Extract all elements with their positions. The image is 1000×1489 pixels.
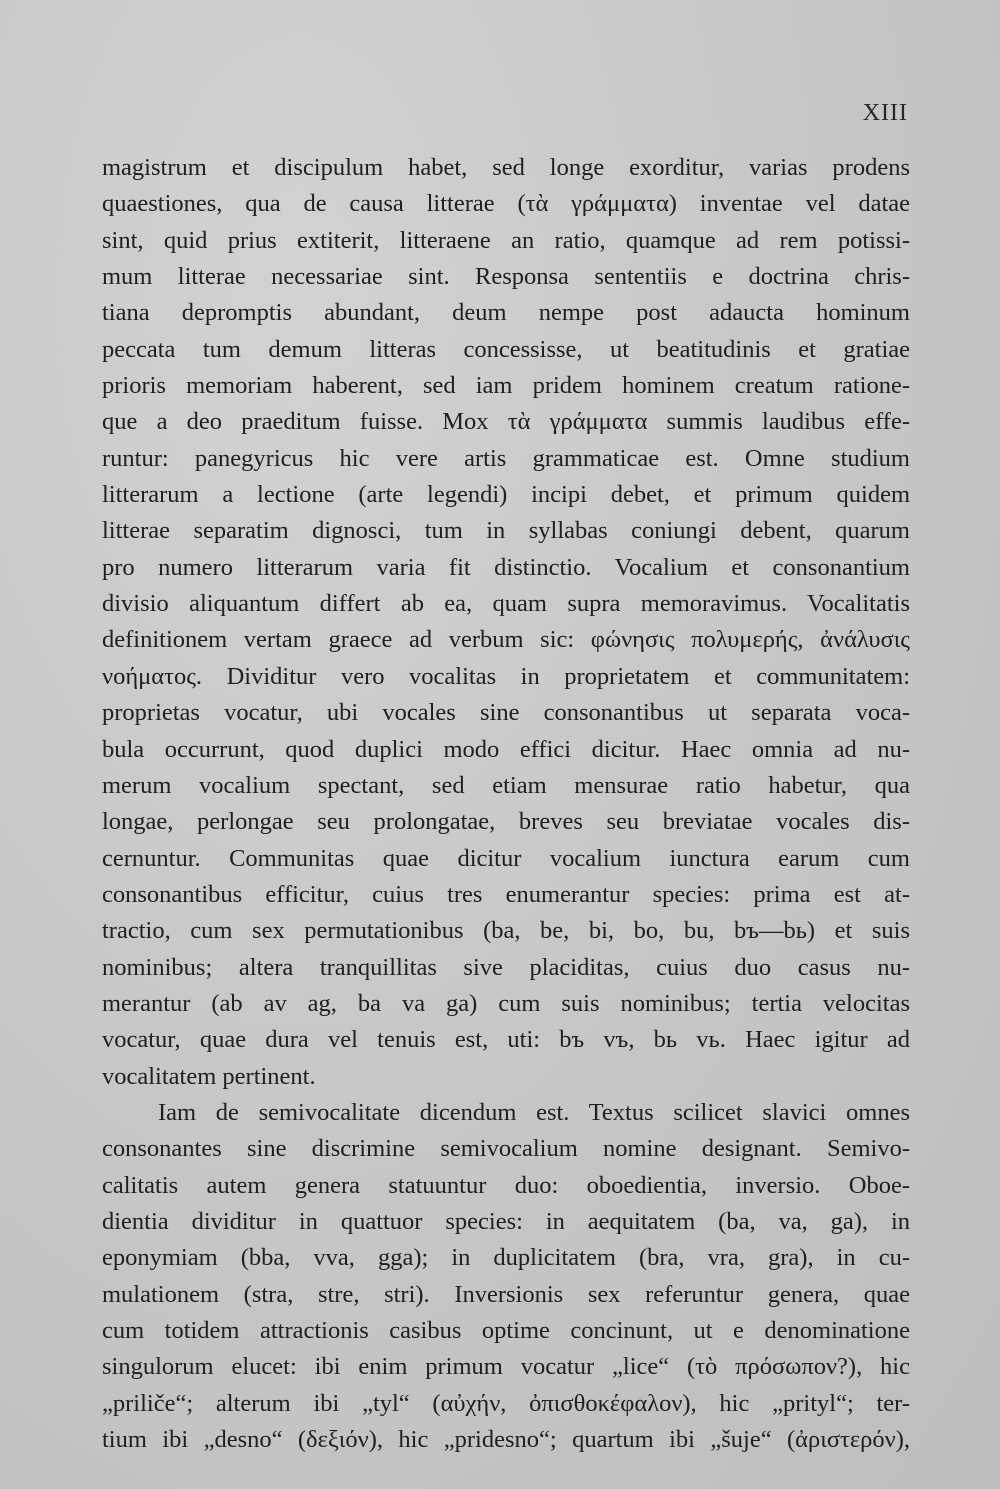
text-line: vocatur, quae dura vel tenuis est, uti: bъ vъ, bь vь. Haec igitur ad (102, 1026, 910, 1054)
text-line: calitatis autem genera statuuntur duo: oboedientia, inversio. Oboe- (102, 1171, 910, 1199)
text-line: pro numero litterarum varia fit distinctio. Vocalium et consonantium (102, 553, 910, 581)
text-line: cum totidem attractionis casibus optime concinunt, ut e denominatione (102, 1317, 910, 1344)
text-line: quaestiones, qua de causa litterae (τὰ γράμματα) inventae vel datae (102, 190, 910, 218)
body-text (102, 150, 910, 1458)
text-line: divisio aliquantum differt ab ea, quam supra memoravimus. Vocalitatis (102, 590, 910, 618)
text-line: nominibus; altera tranquillitas sive placiditas, cuius duo casus nu- (102, 953, 910, 981)
text-line: litterae separatim dignosci, tum in syllabas coniungi debent, quarum (102, 517, 910, 545)
text-line: tiana depromptis abundant, deum nempe post adaucta hominum (102, 299, 910, 327)
paragraph-end-line: vocalitatem pertinent. (102, 1062, 316, 1090)
text-line: merantur (ab av ag, ba va ga) cum suis nominibus; tertia velocitas (102, 989, 910, 1017)
text-line: definitionem vertam graece ad verbum sic: φώνησις πολυμερής, ἀνάλυσις (102, 626, 910, 654)
text-line: proprietas vocatur, ubi vocales sine consonantibus ut separata voca- (102, 699, 910, 727)
text-line: dientia dividitur in quattuor species: in aequitatem (ba, va, ga), in (102, 1207, 910, 1235)
page-number: XIII (862, 100, 908, 126)
paragraph-start-line: Iam de semivocalitate dicendum est. Textus scilicet slavici omnes (158, 1098, 910, 1126)
text-line: consonantes sine discrimine semivocalium nomine designant. Semivo- (102, 1135, 910, 1163)
text-line: tractio, cum sex permutationibus (ba, be, bi, bo, bu, bъ—bь) et suis (102, 917, 910, 945)
text-line: bula occurrunt, quod duplici modo effici dicitur. Haec omnia ad nu- (102, 735, 910, 763)
text-line: merum vocalium spectant, sed etiam mensurae ratio habetur, qua (102, 771, 910, 799)
text-line: consonantibus efficitur, cuius tres enumerantur species: prima est at- (102, 880, 910, 908)
text-line: cernuntur. Communitas quae dicitur vocalium iunctura earum cum (102, 844, 910, 872)
text-line: runtur: panegyricus hic vere artis grammaticae est. Omne studium (102, 444, 910, 472)
text-line: longae, perlongae seu prolongatae, breves seu breviatae vocales dis- (102, 808, 910, 836)
text-line: magistrum et discipulum habet, sed longe exorditur, varias prodens (102, 154, 910, 181)
text-line: peccata tum demum litteras concessisse, ut beatitudinis et gratiae (102, 335, 910, 363)
text-line: litterarum a lectione (arte legendi) incipi debet, et primum quidem (102, 481, 910, 509)
text-line: eponymiam (bba, vva, gga); in duplicitatem (bra, vra, gra), in cu- (102, 1244, 910, 1272)
text-line: singulorum elucet: ibi enim primum vocatur „lice“ (τὸ πρόσωπον?), hic (102, 1353, 910, 1381)
text-line: mum litterae necessariae sint. Responsa sententiis e doctrina chris- (102, 263, 910, 291)
text-line: prioris memoriam haberent, sed iam pridem hominem creatum ratione- (102, 372, 910, 400)
text-line: tium ibi „desno“ (δεξιόν), hic „pridesno“; quartum ibi „šuje“ (ἀριστερόν), (102, 1426, 910, 1454)
text-line: que a deo praeditum fuisse. Mox τὰ γράμματα summis laudibus effe- (102, 408, 910, 436)
text-line: mulationem (stra, stre, stri). Inversionis sex referuntur genera, quae (102, 1280, 910, 1308)
text-line: sint, quid prius extiterit, litteraene an ratio, quamque ad rem potissi- (102, 226, 910, 254)
text-line: νοήματος. Dividitur vero vocalitas in proprietatem et communitatem: (102, 662, 910, 690)
text-line: „priliče“; alterum ibi „tyl“ (αὐχήν, ὀπισθοκέφαλον), hic „prityl“; ter- (102, 1389, 910, 1417)
